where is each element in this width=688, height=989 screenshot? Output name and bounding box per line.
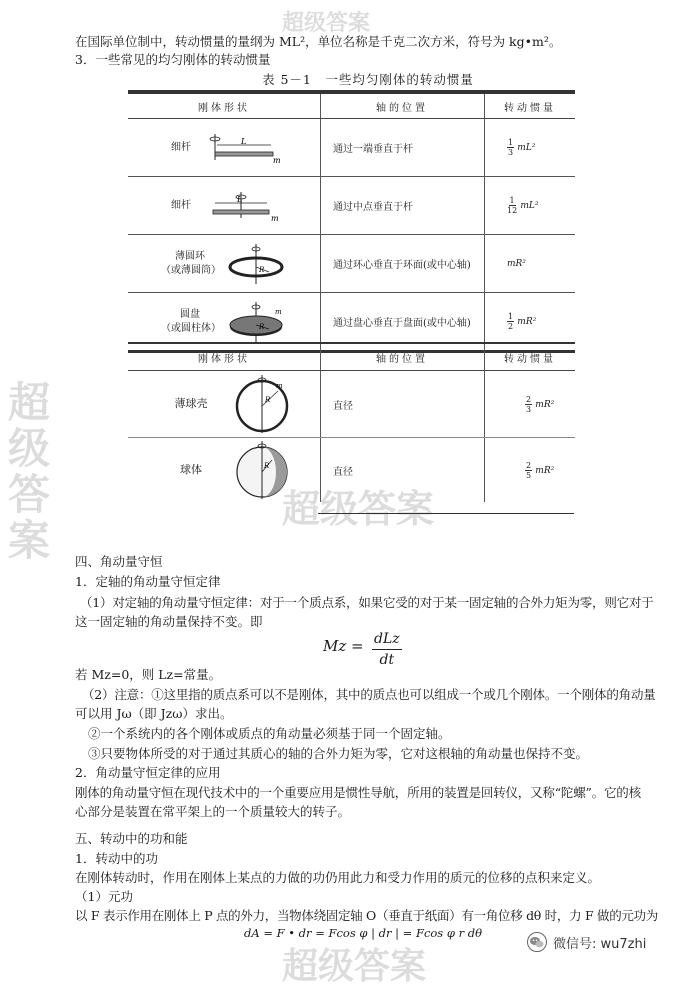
svg-text:L: L	[241, 136, 247, 146]
axis-position: 通过环心垂直于环面(或中心轴)	[321, 235, 485, 293]
section4-heading: 四、角动量守恒	[75, 554, 163, 569]
section5-sub-item: （1）元功	[75, 889, 133, 904]
section4-sub2: 2．角动量守恒定律的应用	[75, 765, 221, 780]
axis-position: 直径	[321, 371, 485, 438]
table-row	[128, 371, 575, 438]
table1-header-shape: 刚体形状	[128, 92, 321, 119]
table1-header-row	[128, 92, 575, 119]
section5-p2: 以 F 表示作用在刚体上 P 点的外力，当物体绕固定轴 O（垂直于纸面）有一角位移 dθ 时，力 F 做的元功为	[75, 908, 658, 923]
axis-position: 直径	[321, 438, 485, 503]
inertia-table-1	[128, 90, 575, 353]
axis-position: 通过一端垂直于杆	[321, 119, 485, 177]
work-equation: dA = F • dr = Fcos φ | dr | = Fcos φ r dθ	[244, 926, 483, 940]
svg-text:m: m	[273, 155, 281, 165]
thin-rod-center-axis-icon	[207, 188, 287, 224]
wechat-id-label: 微信号: wu7zhi	[553, 936, 647, 952]
inertia-value: $\frac{1}{3}$ mL²	[485, 119, 576, 177]
inertia-value: $\frac{2}{3}$ mR²	[485, 371, 576, 438]
table2-header-shape: 刚体形状	[128, 343, 321, 371]
table2-header-row	[128, 343, 575, 371]
inertia-value: $\frac{1}{2}$ mR²	[485, 293, 576, 352]
shape-label: 薄圆环 （或薄圆筒）	[161, 250, 221, 276]
section4-p3-line2: 可以用 Jω（即 Jzω）求出。	[75, 706, 233, 721]
section4-p1-line2: 这一固定轴的角动量保持不变。即	[75, 614, 263, 629]
watermark-top: 超级答案	[282, 11, 371, 36]
svg-text:m: m	[275, 307, 282, 316]
wechat-badge	[527, 932, 646, 952]
shape-label: 细杆	[171, 141, 191, 153]
thin-rod-end-axis-icon	[207, 130, 287, 166]
watermark-left-vertical: 超级答案	[2, 380, 51, 564]
watermark-middle: 超级答案	[282, 487, 435, 531]
shape-label: 细杆	[171, 199, 191, 211]
table-row	[128, 177, 575, 235]
axis-position: 通过中点垂直于杆	[321, 177, 485, 235]
section4-p6-line1: 刚体的角动量守恒在现代技术中的一个重要应用是惯性导航，所用的装置是回转仪，又称“陀螺”。它的核	[75, 785, 641, 800]
svg-text:R: R	[259, 265, 265, 274]
section5-heading: 五、转动中的功和能	[75, 831, 188, 846]
thin-ring-icon	[225, 242, 287, 286]
section4-p1-line1: （1）对定轴的角动量守恒定律：对于一个质点系，如果它受的对于某一固定轴的合外力矩为零，则它对于	[80, 595, 654, 610]
section4-p4: ②一个系统内的各个刚体或质点的角动量必须基于同一个固定轴。	[88, 726, 451, 741]
shape-label: 球体	[180, 463, 202, 476]
svg-text:R: R	[264, 462, 270, 470]
wechat-icon	[527, 932, 547, 952]
section4-sub1: 1．定轴的角动量守恒定律	[75, 574, 221, 589]
disk-icon	[225, 300, 287, 344]
section4-p5: ③只要物体所受的对于通过其质心的轴的合外力矩为零，它对这根轴的角动量也保持不变。	[88, 746, 589, 761]
solid-sphere-icon	[232, 440, 292, 500]
shape-label: 圆盘 （或圆柱体）	[161, 308, 221, 334]
table2-bottom-rule	[318, 513, 574, 514]
section4-p6-line2: 心部分是装置在常平架上的一个质量较大的转子。	[75, 804, 351, 819]
svg-text:R: R	[265, 396, 271, 404]
inertia-value: $\frac{2}{5}$ mR²	[526, 460, 555, 480]
equation-lhs: Mz =	[323, 637, 364, 655]
section5-sub1: 1．转动中的功	[75, 851, 158, 866]
item3-heading: 3．一些常见的均匀刚体的转动惯量	[75, 52, 271, 67]
svg-text:L: L	[237, 194, 243, 204]
table-row	[128, 235, 575, 293]
section5-p1: 在刚体转动时，作用在刚体上某点的力做的功仍用此力和受力作用的质元的位移的点积来定义。	[75, 870, 601, 885]
intro-line: 在国际单位制中，转动惯量的量纲为 ML²，单位名称是千克二次方米，符号为 kg•m²。	[75, 34, 562, 49]
table2-header-inertia: 转动惯量	[485, 343, 576, 371]
watermark-bottom: 超级答案	[282, 946, 427, 987]
table2-header-axis: 轴的位置	[321, 343, 485, 371]
inertia-value: $\frac{1}{12}$ mL²	[485, 177, 576, 235]
svg-text:m: m	[276, 382, 283, 390]
table1-header-axis: 轴的位置	[321, 92, 485, 119]
axis-position: 通过盘心垂直于盘面(或中心轴)	[321, 293, 485, 352]
svg-text:m: m	[271, 213, 279, 223]
section4-p2: 若 Mz=0，则 Lz=常量。	[75, 667, 222, 682]
table-row	[128, 438, 575, 503]
shape-label: 薄球壳	[174, 397, 208, 410]
equation-fraction: dLz dt	[374, 631, 400, 668]
table-caption: 表 5－1 一些均匀刚体的转动惯量	[262, 72, 474, 87]
inertia-table-2	[128, 342, 575, 502]
spherical-shell-icon	[232, 374, 292, 434]
section4-p3-line1: （2）注意：①这里指的质点系可以不是刚体，其中的质点也可以组成一个或几个刚体。一个刚体的角动量	[82, 687, 656, 702]
table-row	[128, 119, 575, 177]
inertia-value: mR²	[485, 235, 576, 293]
svg-text:R: R	[259, 322, 265, 331]
table1-header-inertia: 转动惯量	[485, 92, 576, 119]
